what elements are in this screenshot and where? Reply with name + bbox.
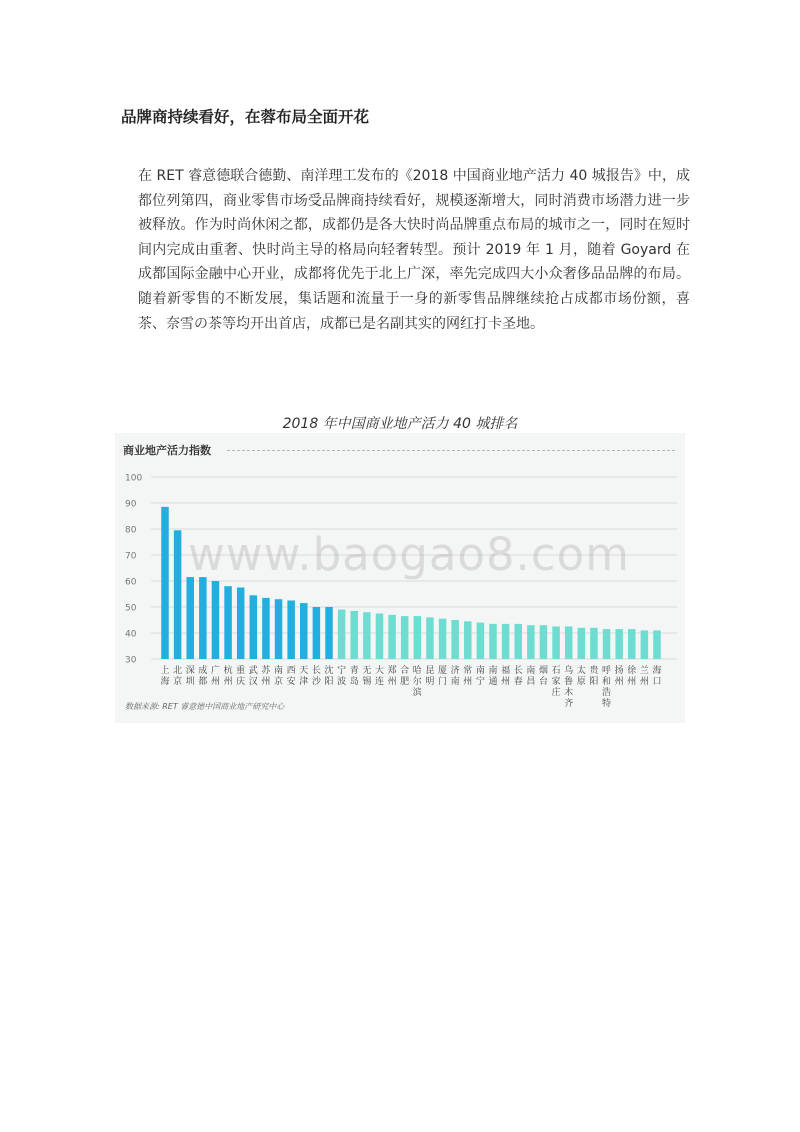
bar	[451, 620, 459, 659]
bar	[174, 530, 182, 659]
bar	[388, 615, 396, 659]
section-heading: 品牌商持续看好，在蓉布局全面开花	[121, 108, 370, 126]
x-tick-label: 徐州	[627, 666, 637, 687]
y-tick-label: 100	[125, 473, 143, 484]
watermark: www.baogao8.com	[188, 528, 630, 581]
bar	[186, 577, 194, 659]
x-tick-label: 上海	[160, 666, 170, 687]
bar	[552, 627, 560, 660]
x-tick-label: 厦门	[438, 666, 448, 687]
x-tick-label: 合肥	[400, 666, 410, 687]
bar	[641, 630, 649, 659]
bar	[224, 586, 232, 659]
bar	[489, 624, 497, 659]
bar	[590, 628, 598, 659]
x-tick-label: 无锡	[362, 666, 372, 687]
x-tick-label: 太原	[576, 666, 586, 687]
bar	[401, 616, 409, 659]
bar	[287, 601, 295, 660]
bar	[439, 619, 447, 659]
bar	[325, 607, 333, 659]
y-tick-label: 30	[125, 655, 137, 666]
bar	[502, 624, 510, 659]
y-tick-label: 40	[125, 629, 137, 640]
y-tick-label: 80	[125, 525, 137, 536]
bar	[603, 629, 611, 659]
chart-title: 2018 年中国商业地产活力 40 城排名	[282, 416, 518, 432]
bar	[514, 624, 522, 659]
bar	[464, 621, 472, 659]
x-tick-label: 深圳	[185, 666, 195, 687]
x-tick-label: 北京	[173, 666, 183, 687]
x-tick-label: 哈尔滨	[412, 666, 422, 698]
x-tick-label: 西安	[286, 666, 296, 687]
bar	[350, 611, 358, 659]
x-tick-label: 呼和浩特	[602, 666, 612, 709]
bar	[262, 598, 270, 659]
x-tick-label: 济南	[450, 666, 460, 687]
x-tick-label: 烟台	[538, 666, 548, 687]
x-tick-label: 福州	[501, 666, 511, 687]
x-tick-label: 成都	[198, 666, 208, 687]
x-tick-label: 扬州	[614, 666, 624, 687]
x-tick-label: 苏州	[261, 666, 271, 687]
bar	[199, 577, 207, 659]
bar	[578, 628, 586, 659]
x-tick-label: 沈阳	[324, 666, 334, 687]
bar	[338, 610, 346, 659]
bar	[628, 629, 636, 659]
x-tick-label: 石家庄	[551, 666, 561, 698]
x-tick-label: 广州	[210, 666, 220, 687]
x-tick-label: 南昌	[526, 666, 536, 687]
y-tick-label: 50	[125, 603, 137, 614]
x-tick-label: 重庆	[236, 666, 246, 687]
bar	[363, 612, 371, 659]
y-tick-label: 90	[125, 499, 137, 510]
bar	[376, 614, 384, 660]
x-tick-label: 南宁	[475, 666, 485, 687]
x-tick-label: 武汉	[248, 666, 258, 687]
x-tick-label: 青岛	[349, 666, 359, 687]
x-tick-label: 长春	[513, 666, 523, 687]
x-tick-label: 杭州	[223, 666, 233, 687]
x-tick-label: 郑州	[387, 666, 397, 687]
bar	[300, 603, 308, 659]
y-tick-label: 60	[125, 577, 137, 588]
x-tick-label: 南京	[274, 666, 284, 687]
bar	[615, 629, 623, 659]
bar	[426, 617, 434, 659]
bar	[527, 625, 535, 659]
x-tick-label: 贵阳	[589, 666, 599, 687]
x-tick-label: 昆明	[425, 666, 435, 687]
x-tick-label: 海口	[652, 666, 662, 687]
chart-subtitle: 商业地产活力指数	[123, 444, 211, 457]
x-tick-label: 乌鲁木齐	[564, 666, 574, 709]
chart-source: 数据来源: RET 睿意德中国商业地产研究中心	[125, 702, 285, 711]
bar	[212, 581, 220, 659]
bar	[313, 607, 321, 659]
bar	[565, 627, 573, 660]
bar	[250, 595, 257, 659]
y-tick-label: 70	[125, 551, 137, 562]
x-tick-label: 大连	[374, 666, 384, 687]
bar	[414, 616, 422, 659]
x-tick-label: 宁波	[337, 666, 347, 687]
bar	[477, 623, 485, 659]
bar	[275, 599, 283, 659]
bar	[161, 507, 169, 659]
x-tick-label: 长沙	[311, 666, 321, 687]
body-paragraph: 在 RET 睿意德联合德勤、南洋理工发布的《2018 中国商业地产活力 40 城报告》中，成都位列第四，商业零售市场受品牌商持续看好，规模逐渐增大，同时消费市场潜力进一步被释放。作为时尚休闲之都，成都仍是各大快时尚品牌重点布局的城市之一，同时在短时间内完成由重奢、快时尚主导的格局向轻奢转型。预计 2019 年 1 月，随着 Goyard 在成都国际金融中心开业，成都将优先于北上广深，率先完成四大小众奢侈品品牌的布局。随着新零售的不断发展，集话题和流量于一身的新零售品牌继续抢占成都市场份额，喜茶、奈雪の茶等均开出首店，成都已是名副其实的网红打卡圣地。	[138, 168, 690, 332]
bar	[653, 630, 661, 659]
x-tick-label: 南通	[488, 666, 498, 687]
x-tick-label: 常州	[463, 666, 473, 687]
bar	[540, 625, 548, 659]
x-tick-label: 天津	[299, 666, 309, 687]
x-tick-label: 兰州	[639, 666, 649, 687]
bar	[237, 588, 245, 660]
